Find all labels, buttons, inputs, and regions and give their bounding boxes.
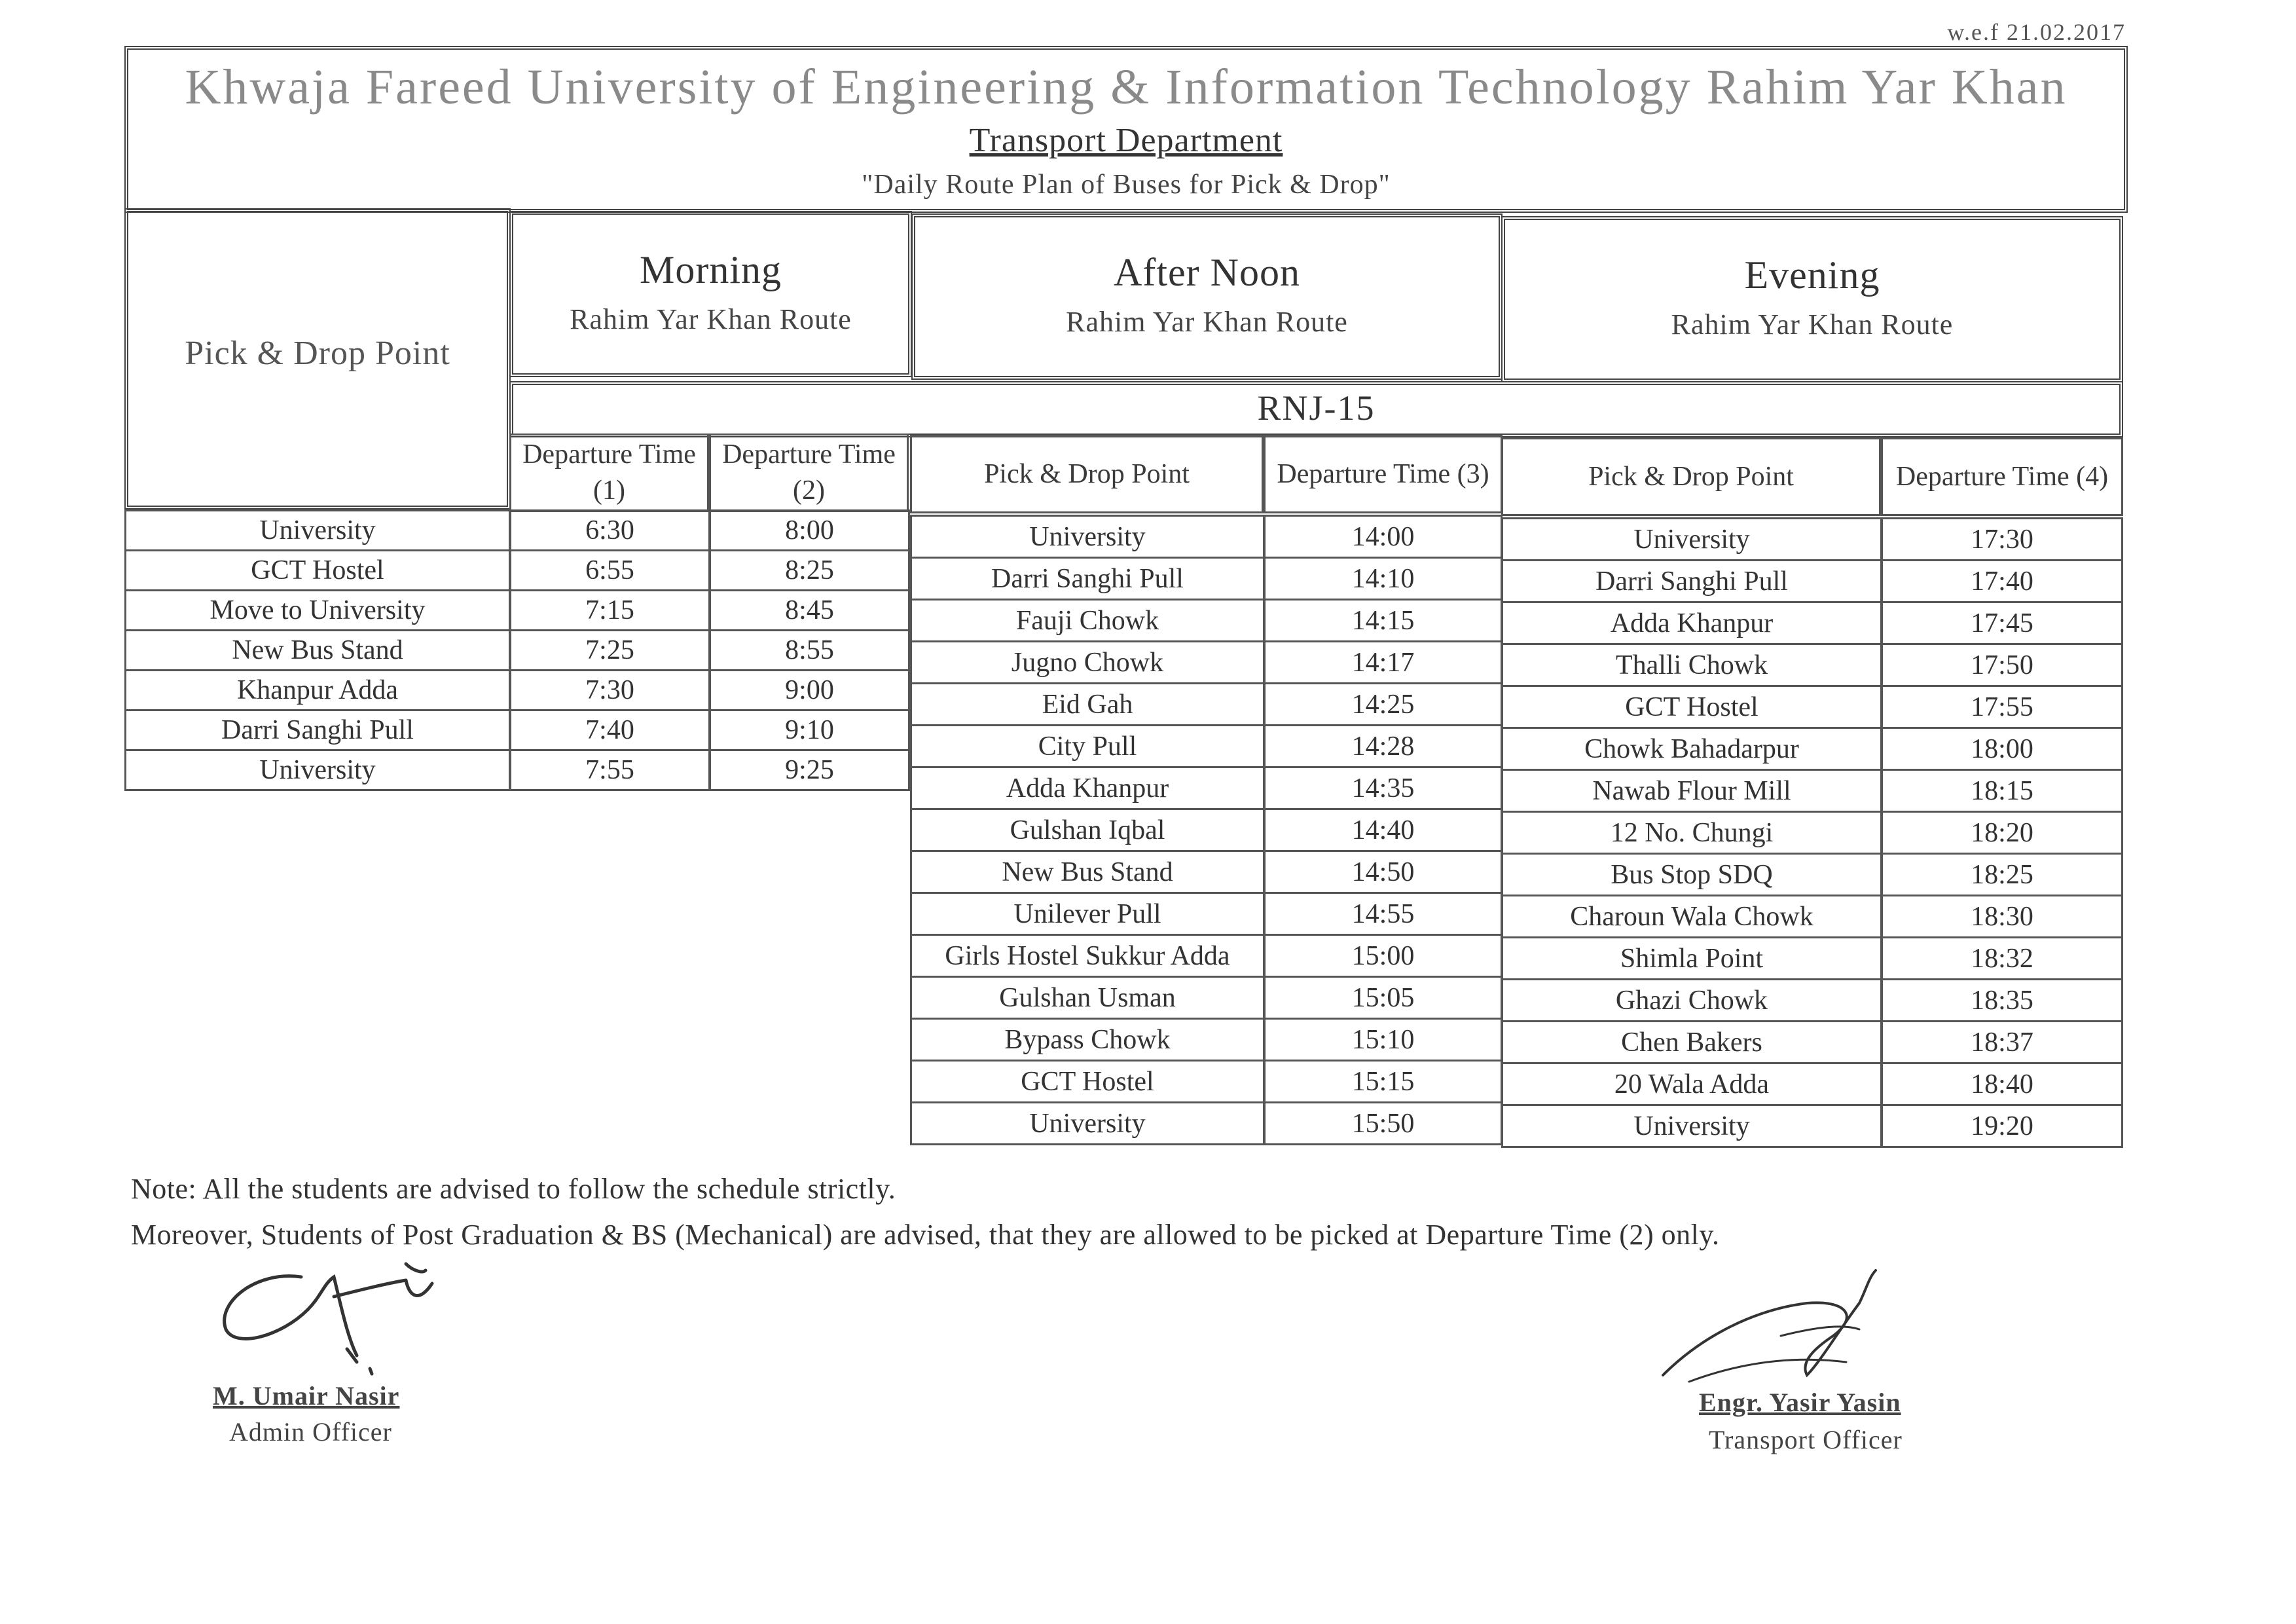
evening-time-cell: 18:37	[1881, 1020, 2123, 1064]
morning-time-1-cell: 6:55	[509, 549, 710, 591]
afternoon-point-cell: Adda Khanpur	[910, 766, 1265, 810]
evening-time-cell: 17:55	[1881, 685, 2123, 729]
col-departure-3-label: Departure Time (3)	[1277, 458, 1489, 489]
evening-point-cell: University	[1501, 517, 1882, 561]
col-departure-1-label: Departure Time (1)	[522, 439, 696, 506]
afternoon-point-cell: City Pull	[910, 724, 1265, 768]
evening-time-cell: 19:20	[1881, 1104, 2123, 1148]
morning-point-cell: GCT Hostel	[124, 549, 511, 591]
afternoon-time-cell: 14:50	[1264, 850, 1503, 894]
evening-point-cell: 20 Wala Adda	[1501, 1062, 1882, 1106]
afternoon-point-cell: Eid Gah	[910, 682, 1265, 726]
morning-time-1-cell: 6:30	[509, 509, 710, 551]
morning-point-cell: Darri Sanghi Pull	[124, 709, 511, 751]
evening-point-cell: 12 No. Chungi	[1501, 811, 1882, 855]
evening-time-cell: 17:50	[1881, 643, 2123, 687]
afternoon-point-cell: University	[910, 515, 1265, 559]
evening-point-cell: Ghazi Chowk	[1501, 978, 1882, 1022]
evening-point-cell: Adda Khanpur	[1501, 601, 1882, 645]
col-departure-4-label: Departure Time (4)	[1895, 461, 2109, 492]
morning-point-cell: University	[124, 749, 511, 791]
morning-route: Rahim Yar Khan Route	[570, 303, 852, 335]
afternoon-time-cell: 15:15	[1264, 1060, 1503, 1103]
col-afternoon-point	[910, 435, 1264, 513]
evening-time-cell: 18:30	[1881, 895, 2123, 938]
evening-time-cell: 18:25	[1881, 853, 2123, 896]
morning-time-1-cell: 7:30	[509, 669, 710, 711]
signature-left-role: Admin Officer	[229, 1417, 392, 1447]
col-evening-point-label: Pick & Drop Point	[1588, 461, 1794, 492]
morning-time-1-cell: 7:15	[509, 589, 710, 631]
afternoon-point-cell: Unilever Pull	[910, 892, 1265, 936]
afternoon-time-cell: 15:10	[1264, 1018, 1503, 1061]
morning-time-1-cell: 7:25	[509, 629, 710, 671]
evening-point-cell: University	[1501, 1104, 1882, 1148]
morning-title: Morning	[640, 248, 782, 291]
bus-code: RNJ-15	[1257, 388, 1376, 428]
signature-left-name: M. Umair Nasir	[213, 1381, 400, 1411]
evening-time-cell: 18:15	[1881, 769, 2123, 813]
evening-route: Rahim Yar Khan Route	[1671, 308, 1954, 341]
university-name: Khwaja Fareed University of Engineering & Information Technology Rahim Yar Khan	[185, 60, 2068, 115]
evening-header-box	[1501, 216, 2123, 382]
signature-right-name: Engr. Yasir Yasin	[1699, 1388, 1901, 1417]
signature-left	[210, 1257, 458, 1388]
evening-point-cell: GCT Hostel	[1501, 685, 1882, 729]
afternoon-time-cell: 14:15	[1264, 599, 1503, 642]
evening-point-cell: Shimla Point	[1501, 936, 1882, 980]
evening-point-cell: Bus Stop SDQ	[1501, 853, 1882, 896]
morning-time-2-cell: 8:00	[709, 509, 910, 551]
effective-date: w.e.f 21.02.2017	[1947, 19, 2126, 45]
evening-point-cell: Charoun Wala Chowk	[1501, 895, 1882, 938]
evening-point-cell: Thalli Chowk	[1501, 643, 1882, 687]
col-departure-2	[709, 434, 909, 512]
signature-right-role: Transport Officer	[1709, 1425, 1903, 1454]
morning-time-1-cell: 7:40	[509, 709, 710, 751]
afternoon-point-cell: University	[910, 1101, 1265, 1145]
afternoon-point-cell: Bypass Chowk	[910, 1018, 1265, 1061]
morning-point-cell: Move to University	[124, 589, 511, 631]
col-departure-4	[1881, 437, 2123, 516]
pick-drop-header-label: Pick & Drop Point	[185, 335, 450, 372]
evening-time-cell: 17:45	[1881, 601, 2123, 645]
afternoon-point-cell: Darri Sanghi Pull	[910, 557, 1265, 600]
afternoon-title: After Noon	[1114, 251, 1300, 294]
afternoon-time-cell: 15:50	[1264, 1101, 1503, 1145]
evening-time-cell: 17:40	[1881, 559, 2123, 603]
evening-time-cell: 18:00	[1881, 727, 2123, 771]
afternoon-point-cell: New Bus Stand	[910, 850, 1265, 894]
afternoon-time-cell: 14:17	[1264, 640, 1503, 684]
morning-time-2-cell: 8:25	[709, 549, 910, 591]
afternoon-time-cell: 14:28	[1264, 724, 1503, 768]
morning-point-cell: New Bus Stand	[124, 629, 511, 671]
col-evening-point	[1501, 437, 1881, 516]
afternoon-time-cell: 15:00	[1264, 934, 1503, 978]
department-title: Transport Department	[969, 122, 1283, 159]
morning-time-2-cell: 8:45	[709, 589, 910, 631]
afternoon-point-cell: GCT Hostel	[910, 1060, 1265, 1103]
evening-point-cell: Chowk Bahadarpur	[1501, 727, 1882, 771]
afternoon-header-box	[911, 213, 1503, 380]
evening-point-cell: Chen Bakers	[1501, 1020, 1882, 1064]
evening-title: Evening	[1744, 253, 1880, 297]
morning-time-1-cell: 7:55	[509, 749, 710, 791]
afternoon-route: Rahim Yar Khan Route	[1066, 306, 1348, 338]
afternoon-point-cell: Jugno Chowk	[910, 640, 1265, 684]
morning-header-box	[509, 211, 912, 377]
morning-point-cell: University	[124, 509, 511, 551]
afternoon-time-cell: 14:35	[1264, 766, 1503, 810]
morning-time-2-cell: 9:10	[709, 709, 910, 751]
afternoon-time-cell: 14:55	[1264, 892, 1503, 936]
evening-time-cell: 18:35	[1881, 978, 2123, 1022]
plan-subtitle: "Daily Route Plan of Buses for Pick & Drop"	[862, 170, 1391, 200]
evening-point-cell: Nawab Flour Mill	[1501, 769, 1882, 813]
evening-time-cell: 18:40	[1881, 1062, 2123, 1106]
morning-time-2-cell: 8:55	[709, 629, 910, 671]
evening-point-cell: Darri Sanghi Pull	[1501, 559, 1882, 603]
afternoon-time-cell: 14:10	[1264, 557, 1503, 600]
afternoon-time-cell: 14:00	[1264, 515, 1503, 559]
evening-time-cell: 18:32	[1881, 936, 2123, 980]
col-departure-1	[509, 434, 709, 512]
col-afternoon-point-label: Pick & Drop Point	[984, 458, 1190, 489]
afternoon-time-cell: 14:40	[1264, 808, 1503, 852]
col-departure-3	[1264, 435, 1503, 513]
afternoon-time-cell: 14:25	[1264, 682, 1503, 726]
afternoon-point-cell: Gulshan Usman	[910, 976, 1265, 1020]
evening-time-cell: 18:20	[1881, 811, 2123, 855]
note-line-1: Note: All the students are advised to follow the schedule strictly.	[131, 1173, 896, 1205]
morning-time-2-cell: 9:00	[709, 669, 910, 711]
morning-time-2-cell: 9:25	[709, 749, 910, 791]
afternoon-point-cell: Girls Hostel Sukkur Adda	[910, 934, 1265, 978]
evening-time-cell: 17:30	[1881, 517, 2123, 561]
afternoon-point-cell: Fauji Chowk	[910, 599, 1265, 642]
afternoon-time-cell: 15:05	[1264, 976, 1503, 1020]
afternoon-point-cell: Gulshan Iqbal	[910, 808, 1265, 852]
note-line-2: Moreover, Students of Post Graduation & BS (Mechanical) are advised, that they are allowed to be picked at Departure Time (2) only.	[131, 1219, 1720, 1251]
col-departure-2-label: Departure Time (2)	[722, 439, 896, 506]
morning-point-cell: Khanpur Adda	[124, 669, 511, 711]
